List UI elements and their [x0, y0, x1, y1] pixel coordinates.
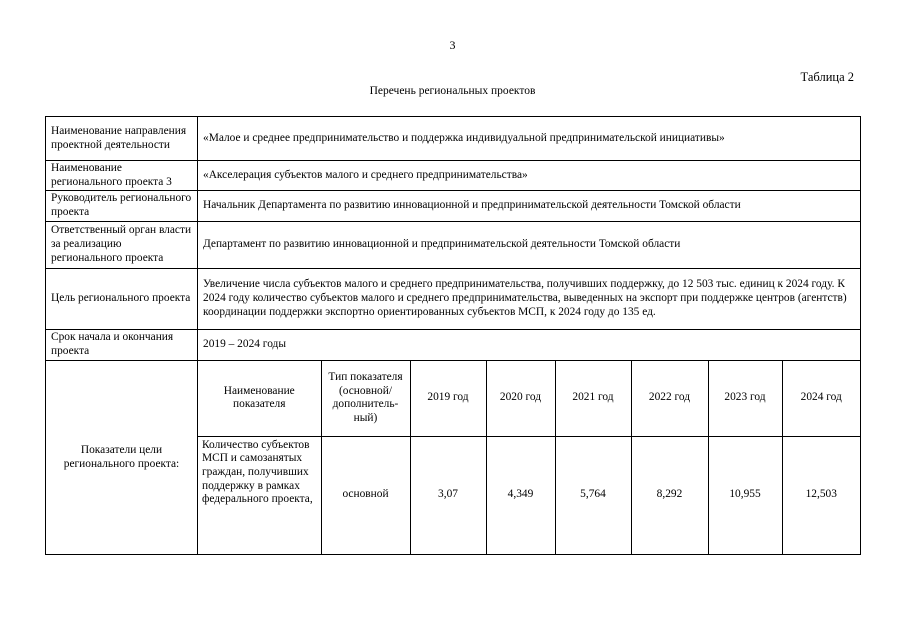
table-label: Таблица 2	[800, 70, 854, 84]
header-cell: 2019 год	[410, 361, 486, 436]
indicator-value: 3,07	[410, 436, 486, 554]
page-number: 3	[449, 38, 456, 52]
indicators-row	[46, 361, 861, 555]
table-row	[46, 117, 861, 161]
indicator-name: Количество субъектов МСП и самозанятых граждан, получивших поддержку в рамках федерального проекта,	[198, 436, 321, 554]
table-row	[46, 222, 861, 269]
indicator-value: 5,764	[555, 436, 631, 554]
row-value: «Малое и среднее предпринимательство и поддержка индивидуальной предпринимательской инициативы»	[198, 117, 861, 161]
table-title: Перечень региональных проектов	[369, 85, 536, 97]
header-cell: Тип показателя (основной/ дополнитель-ный)	[321, 361, 410, 436]
header-cell: 2022 год	[631, 361, 708, 436]
header-cell: 2023 год	[708, 361, 782, 436]
table-row	[46, 191, 861, 222]
row-label: Наименование направления проектной деятельности	[46, 117, 198, 161]
row-label: Ответственный орган власти за реализацию регионального проекта	[46, 222, 198, 269]
table-row	[46, 269, 861, 330]
row-label: Цель регионального проекта	[46, 269, 198, 330]
row-value: «Акселерация субъектов малого и среднего предпринимательства»	[198, 161, 861, 191]
row-value: 2019 – 2024 годы	[198, 330, 861, 361]
indicator-value: 8,292	[631, 436, 708, 554]
table-row	[46, 330, 861, 361]
indicators-label: Показатели цели регионального проекта:	[46, 361, 198, 555]
indicators-data-row	[198, 436, 860, 554]
header-cell: 2020 год	[486, 361, 555, 436]
indicator-value: 12,503	[782, 436, 860, 554]
row-value: Увеличение числа субъектов малого и среднего предпринимательства, получивших поддержку, до 12 503 тыс. единиц к 2024 году. К 2024 году количество субъектов малого и среднего предпринимательства, выведенных на экспорт при поддержке центров (агентств) координации поддержки экспортно ориентированных субъектов МСП, к 2024 году до 135 ед.	[198, 269, 861, 330]
row-value: Начальник Департамента по развитию инновационной и предпринимательской деятельности Томской области	[198, 191, 861, 222]
header-cell: 2024 год	[782, 361, 860, 436]
header-cell: 2021 год	[555, 361, 631, 436]
indicator-value: 4,349	[486, 436, 555, 554]
row-label: Срок начала и окончания проекта	[46, 330, 198, 361]
indicator-value: 10,955	[708, 436, 782, 554]
row-label: Наименование регионального проекта 3	[46, 161, 198, 191]
row-value: Департамент по развитию инновационной и предпринимательской деятельности Томской области	[198, 222, 861, 269]
indicator-type: основной	[321, 436, 410, 554]
projects-table	[45, 116, 861, 555]
header-cell: Наименование показателя	[198, 361, 321, 436]
row-label: Руководитель регионального проекта	[46, 191, 198, 222]
table-row	[46, 161, 861, 191]
indicators-table	[198, 361, 860, 554]
indicators-header-row	[198, 361, 860, 436]
